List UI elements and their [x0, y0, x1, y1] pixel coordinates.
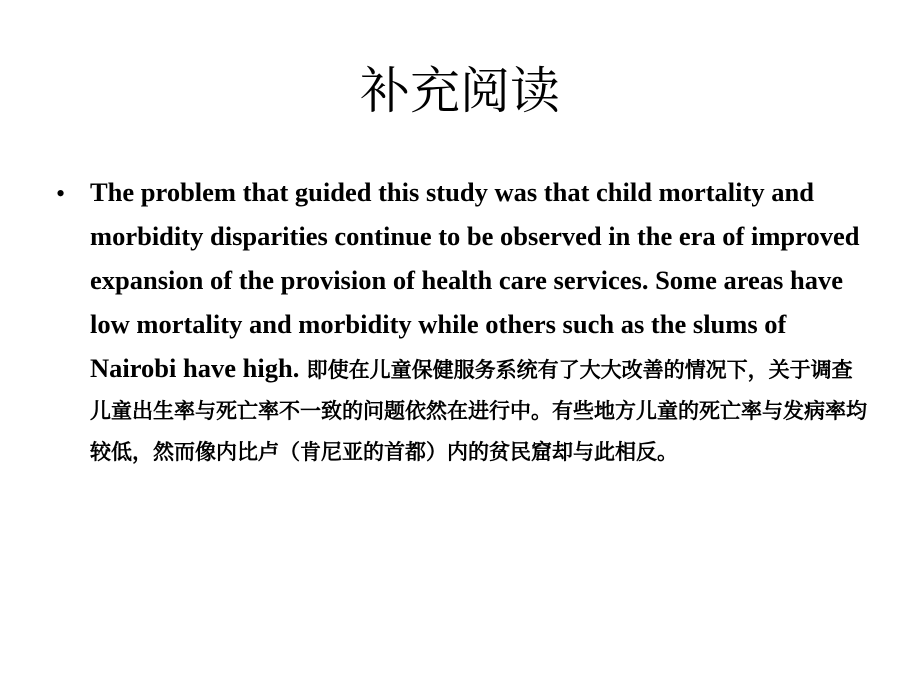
- bullet-marker: •: [56, 179, 66, 208]
- bullet-item: [52, 170, 872, 473]
- bullet-paragraph: [90, 170, 872, 473]
- bullet-text-english: The problem that guided this study was that child mortality and morbidity disparities continue to be observed in the era of improved expansion of the provision of health care services. Some areas have low mortality and morbidity while others such as the slums of Nairobi have high.: [90, 177, 860, 383]
- slide-title: 补充阅读: [360, 62, 560, 120]
- bullet-list: [52, 170, 872, 473]
- bullet-text-chinese: 即使在儿童保健服务系统有了大大改善的情况下，关于调查儿童出生率与死亡率不一致的问题依然在进行中。有些地方儿童的死亡率与发病率均较低，然而像内比卢（肯尼亚的首都）内的贫民窟却与此相反。: [90, 358, 867, 464]
